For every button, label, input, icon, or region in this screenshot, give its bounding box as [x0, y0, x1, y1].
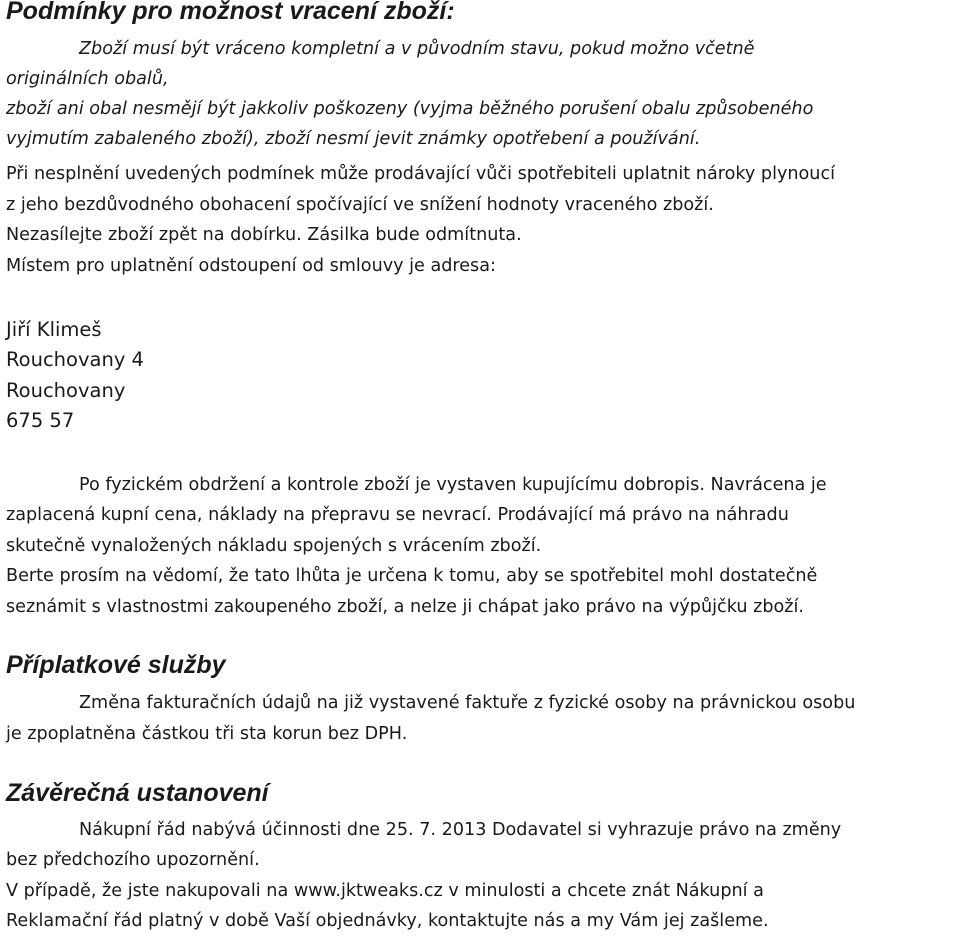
address-name: Jiří Klimeš: [6, 318, 102, 341]
paragraph-line: zboží ani obal nesmějí být jakkoliv poškozeny (vyjma běžného porušení obalu způsobeného: [6, 99, 814, 119]
paragraph-line: zaplacená kupní cena, náklady na přepravu se nevrací. Prodávající má právo na náhradu: [6, 505, 789, 525]
address-city: Rouchovany: [6, 379, 126, 402]
paragraph-line: vyjmutím zabaleného zboží), zboží nesmí jevit známky opotřebení a používání.: [6, 129, 701, 149]
paragraph-line: Při nesplnění uvedených podmínek může prodávající vůči spotřebiteli uplatnit nároky plynoucí: [6, 164, 836, 184]
section-heading-extra-services: Příplatkové služby: [6, 651, 226, 679]
paragraph-line: Zboží musí být vráceno kompletní a v původním stavu, pokud možno včetně: [79, 39, 755, 59]
section-heading-return-conditions: Podmínky pro možnost vracení zboží:: [6, 0, 455, 25]
paragraph-line: Berte prosím na vědomí, že tato lhůta je určena k tomu, aby se spotřebitel mohl dostatečně: [6, 566, 818, 586]
section-heading-final-provisions: Závěrečná ustanovení: [6, 779, 269, 807]
paragraph-line: Nákupní řád nabývá účinnosti dne 25. 7. 2013 Dodavatel si vyhrazuje právo na změny: [79, 820, 842, 840]
address-street: Rouchovany 4: [6, 348, 144, 371]
paragraph-line: je zpoplatněna částkou tři sta korun bez DPH.: [6, 724, 408, 744]
paragraph-line: seznámit s vlastnostmi zakoupeného zboží, a nelze ji chápat jako právo na výpůjčku zboží.: [6, 597, 804, 617]
paragraph-line: Změna fakturačních údajů na již vystavené faktuře z fyzické osoby na právnickou osobu: [79, 693, 856, 713]
paragraph-line: skutečně vynaložených nákladu spojených s vrácením zboží.: [6, 536, 542, 556]
paragraph-line: Reklamační řád platný v době Vaší objednávky, kontaktujte nás a my Vám jej zašleme.: [6, 911, 769, 931]
paragraph-line: Po fyzickém obdržení a kontrole zboží je vystaven kupujícímu dobropis. Navrácena je: [79, 475, 827, 495]
paragraph-line: z jeho bezdůvodného obohacení spočívající ve snížení hodnoty vraceného zboží.: [6, 195, 714, 215]
paragraph-line: originálních obalů,: [6, 69, 169, 89]
paragraph-line: Místem pro uplatnění odstoupení od smlouvy je adresa:: [6, 256, 496, 276]
paragraph-line: Nezasílejte zboží zpět na dobírku. Zásilka bude odmítnuta.: [6, 225, 522, 245]
paragraph-line: V případě, že jste nakupovali na www.jktweaks.cz v minulosti a chcete znát Nákupní a: [6, 881, 764, 901]
address-postal-code: 675 57: [6, 409, 75, 432]
paragraph-line: bez předchozího upozornění.: [6, 850, 260, 870]
